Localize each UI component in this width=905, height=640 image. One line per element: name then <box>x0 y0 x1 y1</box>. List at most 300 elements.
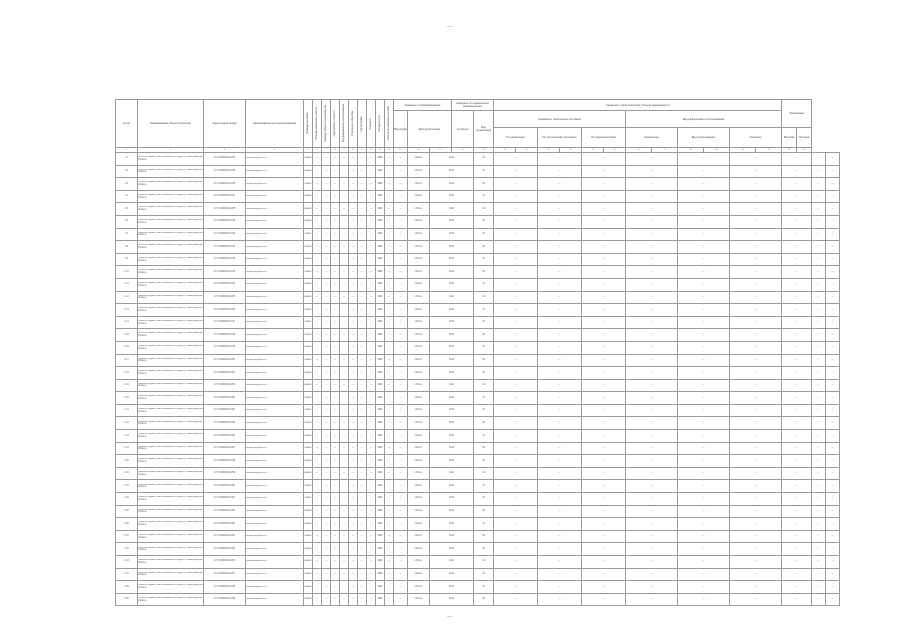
table-cell: — <box>322 341 331 354</box>
table-cell: — <box>367 430 376 443</box>
table-cell: — <box>322 556 331 569</box>
location-text: Ленинградская обл. <box>246 270 268 273</box>
table-cell: — <box>331 556 340 569</box>
header-cond-c: По характеристикам <box>582 128 626 148</box>
table-cell: — <box>349 153 358 166</box>
object-name-text: Нежилое здание, расположенное по адресу: Ленинградская область <box>138 256 203 262</box>
object-name <box>138 430 204 443</box>
table-cell: — <box>340 417 349 430</box>
table-cell: собств. <box>408 518 430 531</box>
table-cell: — <box>782 480 812 493</box>
table-cell <box>246 253 304 266</box>
table-cell: 47:14:0000000:1252 <box>204 379 246 392</box>
table-row <box>116 278 840 291</box>
table-cell: — <box>340 241 349 254</box>
table-cell: — <box>358 442 367 455</box>
object-name-text: Нежилое здание, расположенное по адресу: Ленинградская область <box>138 407 203 413</box>
table-cell: — <box>582 442 626 455</box>
table-cell: — <box>782 215 812 228</box>
header-rot-6: Отнесение к объектам <box>349 100 358 148</box>
table-cell: — <box>494 379 538 392</box>
table-cell: — <box>582 291 626 304</box>
table-cell: — <box>730 467 782 480</box>
table-cell: собств. <box>408 367 430 380</box>
table-cell: — <box>626 228 678 241</box>
table-cell: — <box>626 455 678 468</box>
table-cell: — <box>394 392 408 405</box>
table-cell: — <box>538 367 582 380</box>
table-cell: — <box>730 153 782 166</box>
table-cell: 1962 <box>376 316 385 329</box>
table-cell: — <box>340 430 349 443</box>
object-name-text: Нежилое здание, расположенное по адресу: Ленинградская область <box>138 357 203 363</box>
location-text: Ленинградская обл. <box>246 170 268 173</box>
table-cell: — <box>730 215 782 228</box>
table-cell: — <box>812 493 826 506</box>
table-cell: — <box>358 304 367 317</box>
table-cell: — <box>331 518 340 531</box>
table-row <box>116 190 840 203</box>
table-cell: — <box>385 467 394 480</box>
location-text: Ленинградская обл. <box>246 182 268 185</box>
row-number: 1.34 <box>116 568 138 581</box>
table-cell: — <box>494 417 538 430</box>
table-cell: — <box>385 291 394 304</box>
table-cell: — <box>826 291 840 304</box>
table-cell: — <box>394 493 408 506</box>
table-cell: — <box>349 493 358 506</box>
table-cell: — <box>826 367 840 380</box>
header-name: Наименование объекта (позиция) <box>138 100 204 148</box>
object-name <box>138 493 204 506</box>
table-cell: — <box>358 568 367 581</box>
table-cell: — <box>730 442 782 455</box>
table-cell: 34 <box>474 153 494 166</box>
object-name <box>138 291 204 304</box>
table-cell: — <box>826 354 840 367</box>
row-number: 1.6 <box>116 215 138 228</box>
row-number: 1.29 <box>116 505 138 518</box>
table-cell: — <box>358 316 367 329</box>
table-cell: — <box>349 530 358 543</box>
object-name-text: Нежилое здание, расположенное по адресу: Ленинградская область <box>138 206 203 212</box>
table-cell: — <box>331 430 340 443</box>
table-cell <box>246 518 304 531</box>
table-cell: — <box>678 493 730 506</box>
table-cell: — <box>626 341 678 354</box>
row-number: 1.2 <box>116 165 138 178</box>
table-cell: — <box>812 354 826 367</box>
table-cell: — <box>812 480 826 493</box>
table-cell: — <box>313 316 322 329</box>
table-cell: — <box>340 367 349 380</box>
table-cell: — <box>322 417 331 430</box>
table-cell: — <box>331 455 340 468</box>
table-cell: — <box>494 341 538 354</box>
table-cell: — <box>385 530 394 543</box>
table-cell <box>246 379 304 392</box>
object-name <box>138 505 204 518</box>
table-cell: — <box>826 392 840 405</box>
table-cell: — <box>394 178 408 191</box>
table-cell: — <box>331 417 340 430</box>
table-cell: 47:14:0000000:1258 <box>204 455 246 468</box>
table-cell: — <box>678 467 730 480</box>
table-cell: 34 <box>474 367 494 380</box>
table-cell: — <box>367 291 376 304</box>
object-name <box>138 215 204 228</box>
table-row <box>116 329 840 342</box>
table-cell: — <box>331 178 340 191</box>
table-cell: нежил <box>304 417 313 430</box>
table-cell: — <box>782 442 812 455</box>
table-cell: — <box>385 278 394 291</box>
table-row <box>116 581 840 594</box>
table-cell: — <box>313 530 322 543</box>
table-cell: — <box>394 505 408 518</box>
table-cell: — <box>358 505 367 518</box>
object-name <box>138 203 204 216</box>
table-cell: — <box>538 304 582 317</box>
table-cell: — <box>538 493 582 506</box>
table-cell: — <box>394 518 408 531</box>
object-name-text: Нежилое здание, расположенное по адресу: Ленинградская область <box>138 546 203 552</box>
table-cell: — <box>313 367 322 380</box>
table-cell: 1962 <box>376 215 385 228</box>
table-cell: — <box>812 581 826 594</box>
table-cell: — <box>340 455 349 468</box>
location-text: Ленинградская обл. <box>246 421 268 424</box>
table-cell: — <box>349 203 358 216</box>
table-cell: — <box>367 153 376 166</box>
table-cell: нежил <box>304 442 313 455</box>
table-cell: — <box>331 505 340 518</box>
table-cell: — <box>812 341 826 354</box>
table-cell: — <box>331 266 340 279</box>
table-cell: — <box>730 404 782 417</box>
header-rot-7: Год постройки <box>358 100 367 148</box>
table-cell: нежил <box>304 556 313 569</box>
table-cell: — <box>349 392 358 405</box>
table-cell: — <box>730 241 782 254</box>
table-cell: собств. <box>408 480 430 493</box>
table-cell: — <box>367 455 376 468</box>
table-cell: — <box>626 165 678 178</box>
table-cell: — <box>826 266 840 279</box>
table-cell: — <box>538 316 582 329</box>
table-cell: 2014 <box>430 367 474 380</box>
table-cell: 47:14:0000000:1260 <box>204 480 246 493</box>
table-cell: — <box>358 581 367 594</box>
table-cell: — <box>730 190 782 203</box>
object-name-text: Нежилое здание, расположенное по адресу: Ленинградская область <box>138 219 203 224</box>
header-rights-a: № записи <box>452 111 474 148</box>
table-cell: 47:14:0000000:1269 <box>204 593 246 606</box>
table-cell: — <box>313 505 322 518</box>
table-cell: — <box>494 392 538 405</box>
table-cell: 1962 <box>376 304 385 317</box>
table-cell: — <box>358 278 367 291</box>
table-cell: 1962 <box>376 556 385 569</box>
table-cell: — <box>367 442 376 455</box>
table-cell: 34 <box>474 341 494 354</box>
table-cell: — <box>582 430 626 443</box>
table-row <box>116 241 840 254</box>
table-cell: — <box>358 253 367 266</box>
location-text: Ленинградская обл. <box>246 207 268 210</box>
table-cell: 2014 <box>430 493 474 506</box>
table-cell: — <box>385 430 394 443</box>
table-cell: 34 <box>474 253 494 266</box>
object-name-text: Нежилое здание, расположенное по адресу: Ленинградская область <box>138 420 203 426</box>
table-cell: — <box>782 392 812 405</box>
table-cell: — <box>322 153 331 166</box>
table-cell: — <box>358 455 367 468</box>
table-cell: 2014 <box>430 228 474 241</box>
table-cell: — <box>782 379 812 392</box>
location-text: Ленинградская обл. <box>246 245 268 248</box>
table-cell: — <box>331 593 340 606</box>
table-cell: — <box>826 165 840 178</box>
table-cell: нежил <box>304 379 313 392</box>
table-cell: — <box>582 329 626 342</box>
table-cell: собств. <box>408 241 430 254</box>
location-text: Ленинградская обл. <box>246 573 268 576</box>
column-number: 2 <box>138 148 204 153</box>
object-name <box>138 556 204 569</box>
table-cell: — <box>394 316 408 329</box>
table-cell: 47:14:0000000:1251 <box>204 367 246 380</box>
table-cell: — <box>678 392 730 405</box>
table-cell: 34 <box>474 304 494 317</box>
table-cell: 34 <box>474 442 494 455</box>
table-cell: 1962 <box>376 392 385 405</box>
column-number: 27 <box>652 148 678 153</box>
table-cell: — <box>313 341 322 354</box>
table-cell: — <box>826 304 840 317</box>
column-number: 12 <box>367 148 376 153</box>
table-cell: — <box>494 203 538 216</box>
column-number: 20 <box>494 148 516 153</box>
table-row <box>116 379 840 392</box>
table-cell: — <box>367 467 376 480</box>
table-cell: — <box>782 543 812 556</box>
table-cell: — <box>730 505 782 518</box>
row-number: 1.13 <box>116 304 138 317</box>
table-cell: — <box>394 467 408 480</box>
location-text: Ленинградская обл. <box>246 308 268 311</box>
object-name <box>138 480 204 493</box>
table-cell: — <box>313 304 322 317</box>
table-cell: — <box>394 329 408 342</box>
table-cell: — <box>582 215 626 228</box>
table-cell: 2014 <box>430 530 474 543</box>
table-cell: — <box>340 518 349 531</box>
table-cell: — <box>313 442 322 455</box>
table-cell: — <box>313 354 322 367</box>
table-cell: 47:14:0000000:1254 <box>204 404 246 417</box>
table-cell: — <box>626 568 678 581</box>
location-text: Ленинградская обл. <box>246 535 268 538</box>
table-cell: — <box>626 404 678 417</box>
table-cell: — <box>331 367 340 380</box>
location-text: Ленинградская обл. <box>246 258 268 261</box>
table-cell: — <box>349 367 358 380</box>
table-cell: нежил <box>304 404 313 417</box>
table-cell: нежил <box>304 543 313 556</box>
table-cell: 47:14:0000000:1243 <box>204 266 246 279</box>
object-name <box>138 404 204 417</box>
table-row <box>116 442 840 455</box>
table-cell: — <box>340 253 349 266</box>
table-cell: — <box>782 455 812 468</box>
table-cell <box>246 530 304 543</box>
table-cell: — <box>322 215 331 228</box>
location-text: Ленинградская обл. <box>246 447 268 450</box>
object-name-text: Нежилое здание, расположенное по адресу: Ленинградская область <box>138 533 203 539</box>
table-cell: 1962 <box>376 379 385 392</box>
table-cell: — <box>340 178 349 191</box>
table-cell: — <box>812 241 826 254</box>
table-cell: — <box>538 430 582 443</box>
table-cell: — <box>340 354 349 367</box>
table-cell: — <box>782 556 812 569</box>
table-cell: 47:14:0000000:1257 <box>204 442 246 455</box>
table-cell: собств. <box>408 530 430 543</box>
table-cell: — <box>394 379 408 392</box>
table-cell: — <box>782 165 812 178</box>
table-cell: 1962 <box>376 178 385 191</box>
table-cell: 47:14:0000000:1262 <box>204 505 246 518</box>
table-cell: — <box>626 430 678 443</box>
table-cell: 47:14:0000000:1263 <box>204 518 246 531</box>
table-cell: — <box>331 392 340 405</box>
table-cell: — <box>385 304 394 317</box>
table-cell: — <box>385 480 394 493</box>
table-cell: — <box>358 291 367 304</box>
table-cell: — <box>331 291 340 304</box>
table-cell: — <box>322 568 331 581</box>
table-cell: — <box>322 329 331 342</box>
table-cell: — <box>322 530 331 543</box>
table-cell: 1962 <box>376 153 385 166</box>
table-cell: — <box>322 190 331 203</box>
table-cell: — <box>626 543 678 556</box>
object-name <box>138 442 204 455</box>
table-cell: — <box>340 215 349 228</box>
table-cell: — <box>322 480 331 493</box>
location-text: Ленинградская обл. <box>246 195 268 198</box>
table-cell: — <box>394 341 408 354</box>
object-name <box>138 530 204 543</box>
table-cell: — <box>678 241 730 254</box>
table-cell: 2014 <box>430 455 474 468</box>
table-cell: — <box>494 291 538 304</box>
table-cell: — <box>730 593 782 606</box>
table-cell: — <box>331 304 340 317</box>
table-cell: — <box>367 165 376 178</box>
header-rot-9: Материал стен <box>376 100 385 148</box>
table-cell: — <box>313 480 322 493</box>
object-name-text: Нежилое здание, расположенное по адресу: Ленинградская область <box>138 521 203 527</box>
row-number: 1.33 <box>116 556 138 569</box>
table-cell: 34 <box>474 392 494 405</box>
table-cell: — <box>826 442 840 455</box>
table-cell: 2014 <box>430 505 474 518</box>
table-cell <box>246 467 304 480</box>
table-cell: — <box>367 392 376 405</box>
table-cell: — <box>394 228 408 241</box>
table-cell: 2014 <box>430 543 474 556</box>
column-number: 11 <box>358 148 367 153</box>
table-cell: — <box>678 266 730 279</box>
table-cell: — <box>678 215 730 228</box>
table-cell: 2014 <box>430 203 474 216</box>
table-cell: собств. <box>408 341 430 354</box>
header-location: Наименование месторасположения <box>246 100 304 148</box>
row-number: 1.20 <box>116 392 138 405</box>
table-cell: — <box>626 593 678 606</box>
table-cell <box>246 430 304 443</box>
row-number: 1.9 <box>116 253 138 266</box>
table-cell <box>246 417 304 430</box>
table-row <box>116 404 840 417</box>
table-cell: — <box>494 493 538 506</box>
row-number: 1.5 <box>116 203 138 216</box>
table-cell: 47:14:0000000:1246 <box>204 304 246 317</box>
column-number: 1 <box>116 148 138 153</box>
table-cell: — <box>394 480 408 493</box>
table-cell: — <box>358 228 367 241</box>
table-cell: — <box>331 543 340 556</box>
table-cell: — <box>582 392 626 405</box>
table-cell: — <box>626 505 678 518</box>
table-cell: — <box>494 556 538 569</box>
table-cell: 1962 <box>376 190 385 203</box>
table-cell: 2014 <box>430 581 474 594</box>
table-cell: — <box>782 291 812 304</box>
table-cell <box>246 178 304 191</box>
table-cell: — <box>826 568 840 581</box>
column-number: 33 <box>797 148 812 153</box>
page-number-top: — <box>447 24 452 30</box>
table-cell: — <box>313 190 322 203</box>
table-cell: — <box>367 568 376 581</box>
table-cell: 1962 <box>376 253 385 266</box>
table-cell: 1962 <box>376 165 385 178</box>
table-cell: — <box>582 165 626 178</box>
table-cell: 47:14:0000000:1239 <box>204 215 246 228</box>
location-text: Ленинградская обл. <box>246 585 268 588</box>
table-cell: — <box>626 480 678 493</box>
table-cell: — <box>394 215 408 228</box>
location-text: Ленинградская обл. <box>246 233 268 235</box>
table-cell: — <box>582 467 626 480</box>
row-number: 1.32 <box>116 543 138 556</box>
table-cell: нежил <box>304 165 313 178</box>
table-cell: 34 <box>474 379 494 392</box>
table-cell: собств. <box>408 442 430 455</box>
table-cell: — <box>349 417 358 430</box>
table-cell: — <box>494 316 538 329</box>
table-cell <box>246 354 304 367</box>
object-name-text: Нежилое здание, расположенное по адресу: Ленинградская область <box>138 168 203 174</box>
table-cell: — <box>340 568 349 581</box>
table-cell: 47:14:0000000:1248 <box>204 329 246 342</box>
table-cell: 1962 <box>376 329 385 342</box>
table-cell: — <box>678 379 730 392</box>
column-number: 25 <box>604 148 626 153</box>
